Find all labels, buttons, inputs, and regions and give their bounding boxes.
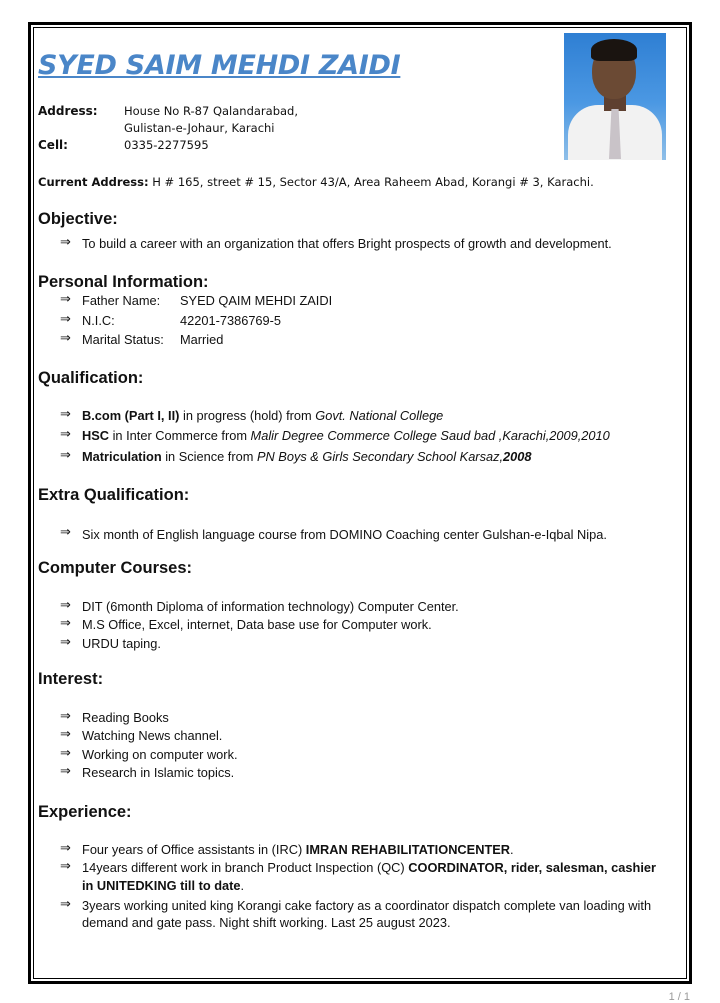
arrow-icon: ⇒: [60, 235, 71, 250]
interest-item: Working on computer work.: [82, 747, 238, 762]
course-item: DIT (6month Diploma of information technology) Computer Center.: [82, 599, 459, 614]
arrow-icon: ⇒: [60, 616, 71, 631]
current-address-label: Current Address:: [38, 175, 149, 189]
personal-info-heading: Personal Information:: [38, 273, 209, 291]
address-line-1: House No R-87 Qalandarabad,: [124, 104, 299, 118]
nic-label: N.I.C:: [82, 313, 115, 328]
experience-item: 14years different work in branch Product Inspection (QC) COORDINATOR, rider, salesman, cashier: [82, 860, 656, 875]
arrow-icon: ⇒: [60, 407, 71, 422]
experience-heading: Experience:: [38, 803, 132, 821]
current-address: [38, 175, 594, 189]
profile-photo: [564, 33, 666, 160]
experience-item-continued: demand and gate pass. Night shift working. Last 25 august 2023.: [82, 915, 451, 930]
arrow-icon: ⇒: [60, 859, 71, 874]
arrow-icon: ⇒: [60, 427, 71, 442]
arrow-icon: ⇒: [60, 331, 71, 346]
father-name-value: SYED QAIM MEHDI ZAIDI: [180, 293, 333, 308]
marital-status-label: Marital Status:: [82, 332, 164, 347]
extra-qualification-item: Six month of English language course from DOMINO Coaching center Gulshan-e-Iqbal Nipa.: [82, 527, 607, 542]
extra-qualification-heading: Extra Qualification:: [38, 486, 190, 504]
course-item: M.S Office, Excel, internet, Data base use for Computer work.: [82, 617, 432, 632]
experience-item: 3years working united king Korangi cake factory as a coordinator dispatch complete van loading with: [82, 898, 652, 913]
arrow-icon: ⇒: [60, 312, 71, 327]
objective-text: To build a career with an organization that offers Bright prospects of growth and development.: [82, 236, 612, 251]
address-line-2: Gulistan-e-Johaur, Karachi: [124, 121, 275, 135]
interest-item: Reading Books: [82, 710, 169, 725]
qualification-heading: Qualification:: [38, 369, 144, 387]
computer-courses-heading: Computer Courses:: [38, 559, 193, 577]
address-label: Address:: [38, 104, 98, 118]
arrow-icon: ⇒: [60, 746, 71, 761]
marital-status-value: Married: [180, 332, 224, 347]
arrow-icon: ⇒: [60, 635, 71, 650]
page-indicator: 1 / 1: [668, 991, 690, 1003]
nic-value: 42201-7386769-5: [180, 313, 282, 328]
arrow-icon: ⇒: [60, 727, 71, 742]
cell-label: Cell:: [38, 138, 68, 152]
arrow-icon: ⇒: [60, 448, 71, 463]
experience-item-continued: in UNITEDKING till to date.: [82, 878, 245, 893]
qualification-item: Matriculation in Science from PN Boys & Girls Secondary School Karsaz,2008: [82, 449, 532, 464]
arrow-icon: ⇒: [60, 598, 71, 613]
father-name-label: Father Name:: [82, 293, 161, 308]
current-address-value: H # 165, street # 15, Sector 43/A, Area Raheem Abad, Korangi # 3, Karachi.: [152, 175, 594, 189]
candidate-name: SYED SAIM MEHDI ZAIDI: [38, 50, 401, 81]
arrow-icon: ⇒: [60, 292, 71, 307]
arrow-icon: ⇒: [60, 525, 71, 540]
qualification-item: B.com (Part I, II) in progress (hold) from Govt. National College: [82, 408, 444, 423]
course-item: URDU taping.: [82, 636, 161, 651]
arrow-icon: ⇒: [60, 709, 71, 724]
cell-value: 0335-2277595: [124, 138, 209, 152]
qualification-item: HSC in Inter Commerce from Malir Degree Commerce College Saud bad ,Karachi,2009,2010: [82, 428, 610, 443]
arrow-icon: ⇒: [60, 841, 71, 856]
interest-heading: Interest:: [38, 670, 104, 688]
interest-item: Watching News channel.: [82, 728, 223, 743]
objective-heading: Objective:: [38, 210, 118, 228]
arrow-icon: ⇒: [60, 764, 71, 779]
arrow-icon: ⇒: [60, 897, 71, 912]
experience-item: Four years of Office assistants in (IRC) IMRAN REHABILITATIONCENTER.: [82, 842, 514, 857]
interest-item: Research in Islamic topics.: [82, 765, 235, 780]
